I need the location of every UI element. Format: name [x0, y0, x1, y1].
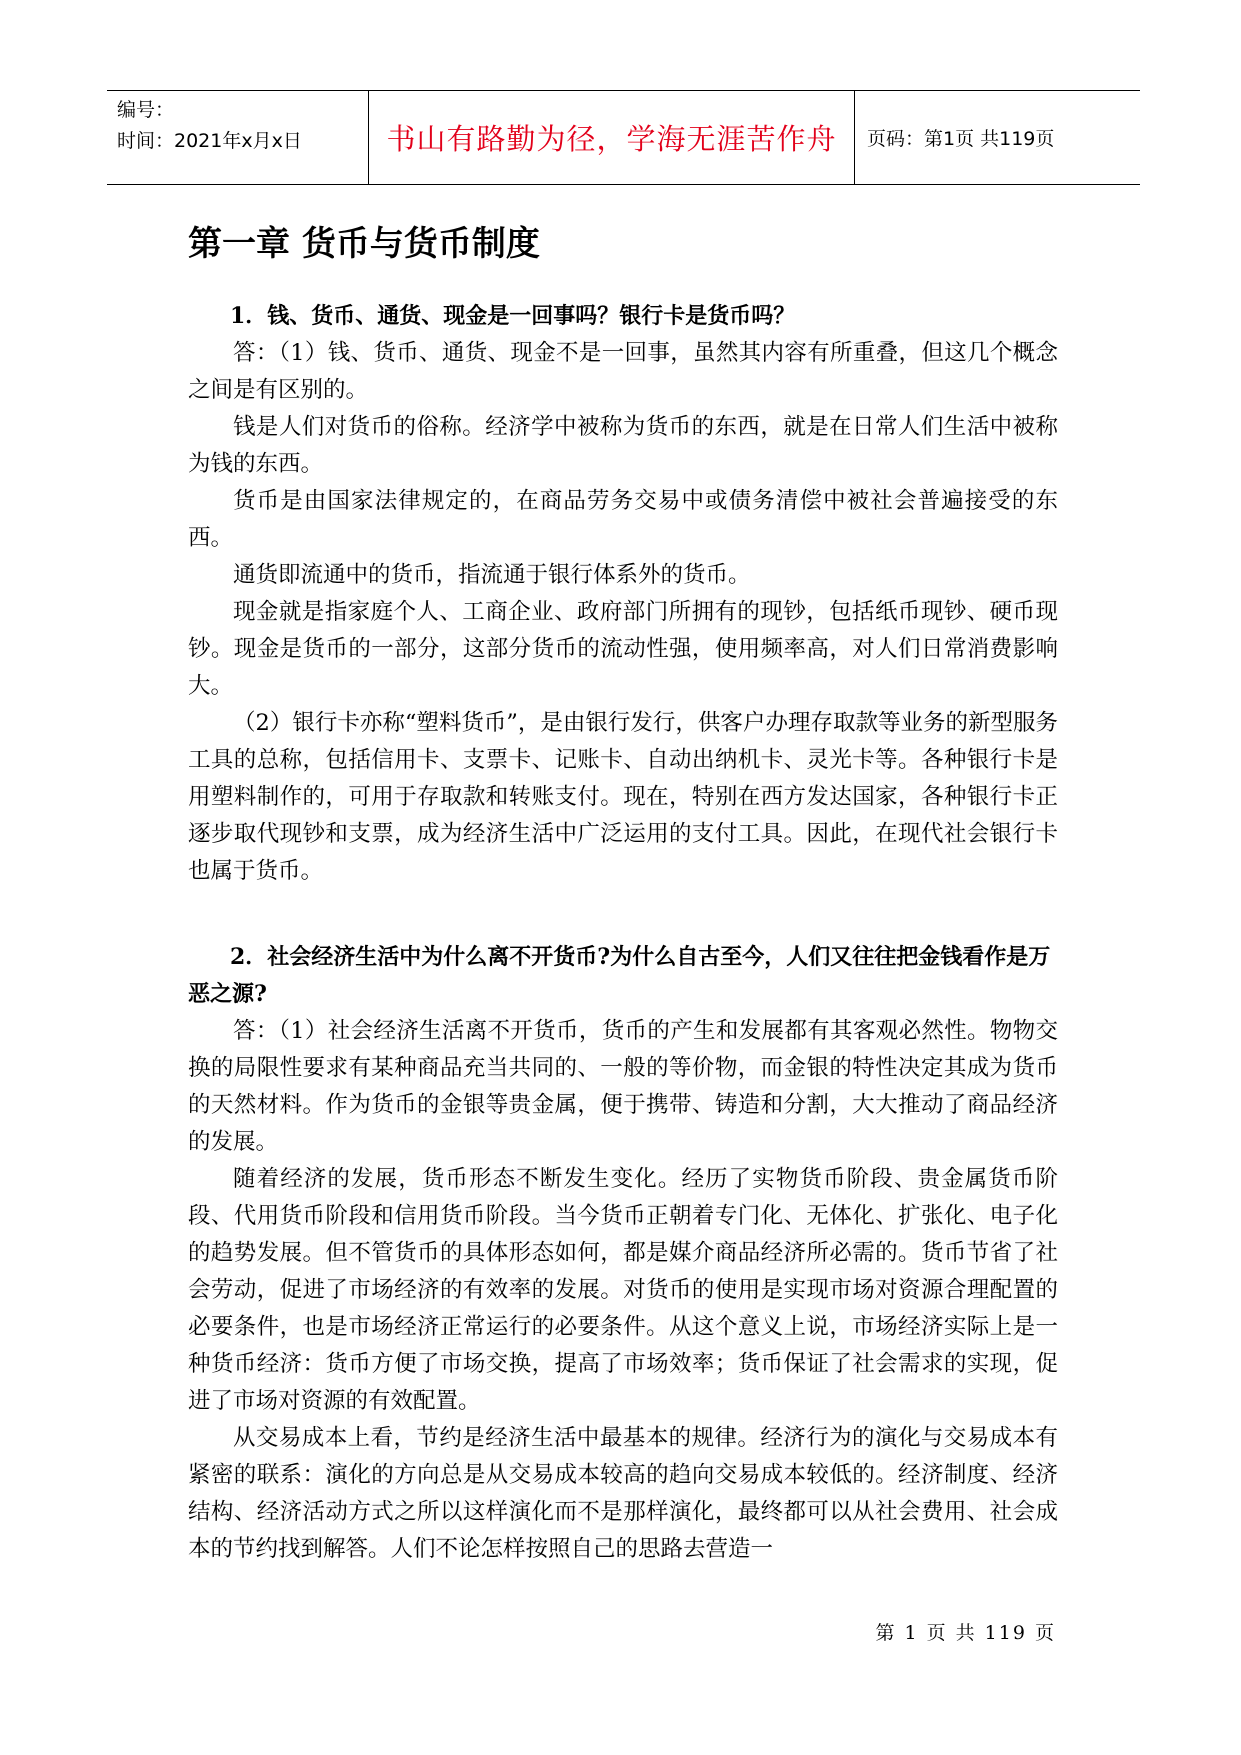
question-1-title: 1．钱、货币、通货、现金是一回事吗？银行卡是货币吗？: [230, 303, 796, 329]
q1-paragraph: （2）银行卡亦称“塑料货币”，是由银行发行，供客户办理存取款等业务的新型服务工具的总称，包括信用卡、支票卡、记账卡、自动出纳机卡、灵光卡等。各种银行卡是用塑料制作的，可用于存取款和转账支付。现在，特别在西方发达国家，各种银行卡正逐步取代现钞和支票，成为经济生活中广泛运用的支付工具。因此，在现代社会银行卡也属于货币。: [188, 710, 1058, 884]
section-spacer: [188, 890, 1058, 927]
document-number-label: 编号：: [117, 99, 175, 121]
q2-paragraph: 答：（1）社会经济生活离不开货币，货币的产生和发展都有其客观必然性。物物交换的局限性要求有某种商品充当共同的、一般的等价物，而金银的特性决定其成为货币的天然材料。作为货币的金银等贵金属，便于携带、铸造和分割，大大推动了商品经济的发展。: [188, 1018, 1058, 1155]
document-body: [188, 216, 1058, 1568]
header-motto: 书山有路勤为径，学海无涯苦作舟: [386, 122, 837, 156]
q1-paragraph: 钱是人们对货币的俗称。经济学中被称为货币的东西，就是在日常人们生活中被称为钱的东西。: [188, 414, 1058, 477]
header-motto-cell: [369, 91, 855, 184]
q2-paragraph: 随着经济的发展，货币形态不断发生变化。经历了实物货币阶段、贵金属货币阶段、代用货币阶段和信用货币阶段。当今货币正朝着专门化、无体化、扩张化、电子化的趋势发展。但不管货币的具体形态如何，都是媒介商品经济所必需的。货币节省了社会劳动，促进了市场经济的有效率的发展。对货币的使用是实现市场对资源合理配置的必要条件，也是市场经济正常运行的必要条件。从这个意义上说，市场经济实际上是一种货币经济：货币方便了市场交换，提高了市场效率；货币保证了社会需求的实现，促进了市场对资源的有效配置。: [188, 1166, 1058, 1414]
header-left-cell: [107, 91, 369, 184]
q1-paragraph: 答：（1）钱、货币、通货、现金不是一回事，虽然其内容有所重叠，但这几个概念之间是有区别的。: [188, 340, 1058, 403]
chapter-title: 第一章 货币与货币制度: [188, 224, 540, 264]
q1-paragraph: 现金就是指家庭个人、工商企业、政府部门所拥有的现钞，包括纸币现钞、硬币现钞。现金是货币的一部分，这部分货币的流动性强，使用频率高，对人们日常消费影响大。: [188, 599, 1058, 699]
q1-paragraph: 通货即流通中的货币，指流通于银行体系外的货币。: [233, 562, 751, 588]
page-footer: 第 1 页 共 119 页: [875, 1622, 1056, 1644]
q1-paragraph: 货币是由国家法律规定的，在商品劳务交易中或债务清偿中被社会普遍接受的东西。: [188, 488, 1058, 551]
q2-paragraph: 从交易成本上看，节约是经济生活中最基本的规律。经济行为的演化与交易成本有紧密的联系：演化的方向总是从交易成本较高的趋向交易成本较低的。经济制度、经济结构、经济活动方式之所以这样演化而不是那样演化，最终都可以从社会费用、社会成本的节约找到解答。人们不论怎样按照自己的思路去营造一: [188, 1425, 1058, 1562]
header-page-label: 页码：第1页 共119页: [867, 128, 1055, 150]
header-page-cell: [855, 91, 1140, 184]
header-table: [107, 90, 1140, 185]
section-spacer: [188, 927, 1058, 939]
question-2-title: 2．社会经济生活中为什么离不开货币?为什么自古至今，人们又往往把金钱看作是万恶之源?: [188, 944, 1051, 1007]
document-time-label: 时间：2021年x月x日: [117, 130, 302, 152]
